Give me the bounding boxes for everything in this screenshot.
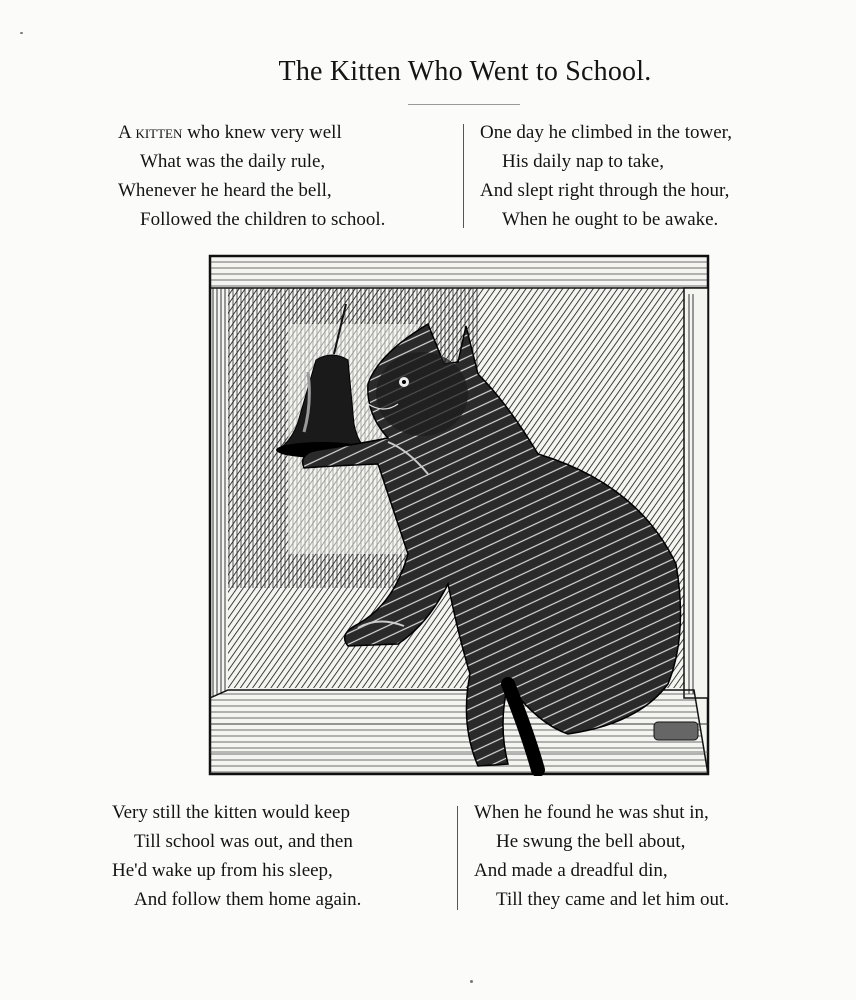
paper-speck	[20, 32, 23, 34]
first-word: A	[118, 122, 136, 143]
column-divider-top	[463, 124, 464, 228]
poem-title: The Kitten Who Went to School.	[278, 56, 652, 87]
verse-line: Till they came and let him out.	[496, 889, 730, 910]
column-divider-bottom	[457, 806, 458, 910]
verse-line	[118, 118, 385, 147]
verse-line: He'd wake up from his sleep,	[112, 860, 333, 881]
verse-line: One day he climbed in the tower,	[480, 122, 732, 143]
first-smallcaps-word: kitten	[135, 122, 183, 143]
verse-line: What was the daily rule,	[140, 151, 326, 172]
verse-line: He swung the bell about,	[496, 831, 686, 852]
verse-line: Very still the kitten would keep	[112, 802, 350, 823]
paper-speck	[470, 980, 473, 983]
verse-line: And made a dreadful din,	[474, 860, 668, 881]
verse-line: Whenever he heard the bell,	[118, 180, 332, 201]
title-divider	[408, 104, 520, 105]
first-line-rest: who knew very well	[182, 122, 342, 143]
stanza-bottom-left	[112, 798, 361, 914]
stanza-bottom-right	[474, 798, 729, 914]
verse-line: His daily nap to take,	[502, 151, 664, 172]
stanza-top-left	[118, 118, 385, 234]
verse-line: Followed the children to school.	[140, 209, 386, 230]
verse-line: When he found he was shut in,	[474, 802, 709, 823]
kitten-bell-engraving	[208, 254, 710, 776]
verse-line: And slept right through the hour,	[480, 180, 730, 201]
verse-line: Till school was out, and then	[134, 831, 353, 852]
verse-line: And follow them home again.	[134, 889, 362, 910]
stanza-top-right	[480, 118, 732, 234]
verse-line: When he ought to be awake.	[502, 209, 719, 230]
